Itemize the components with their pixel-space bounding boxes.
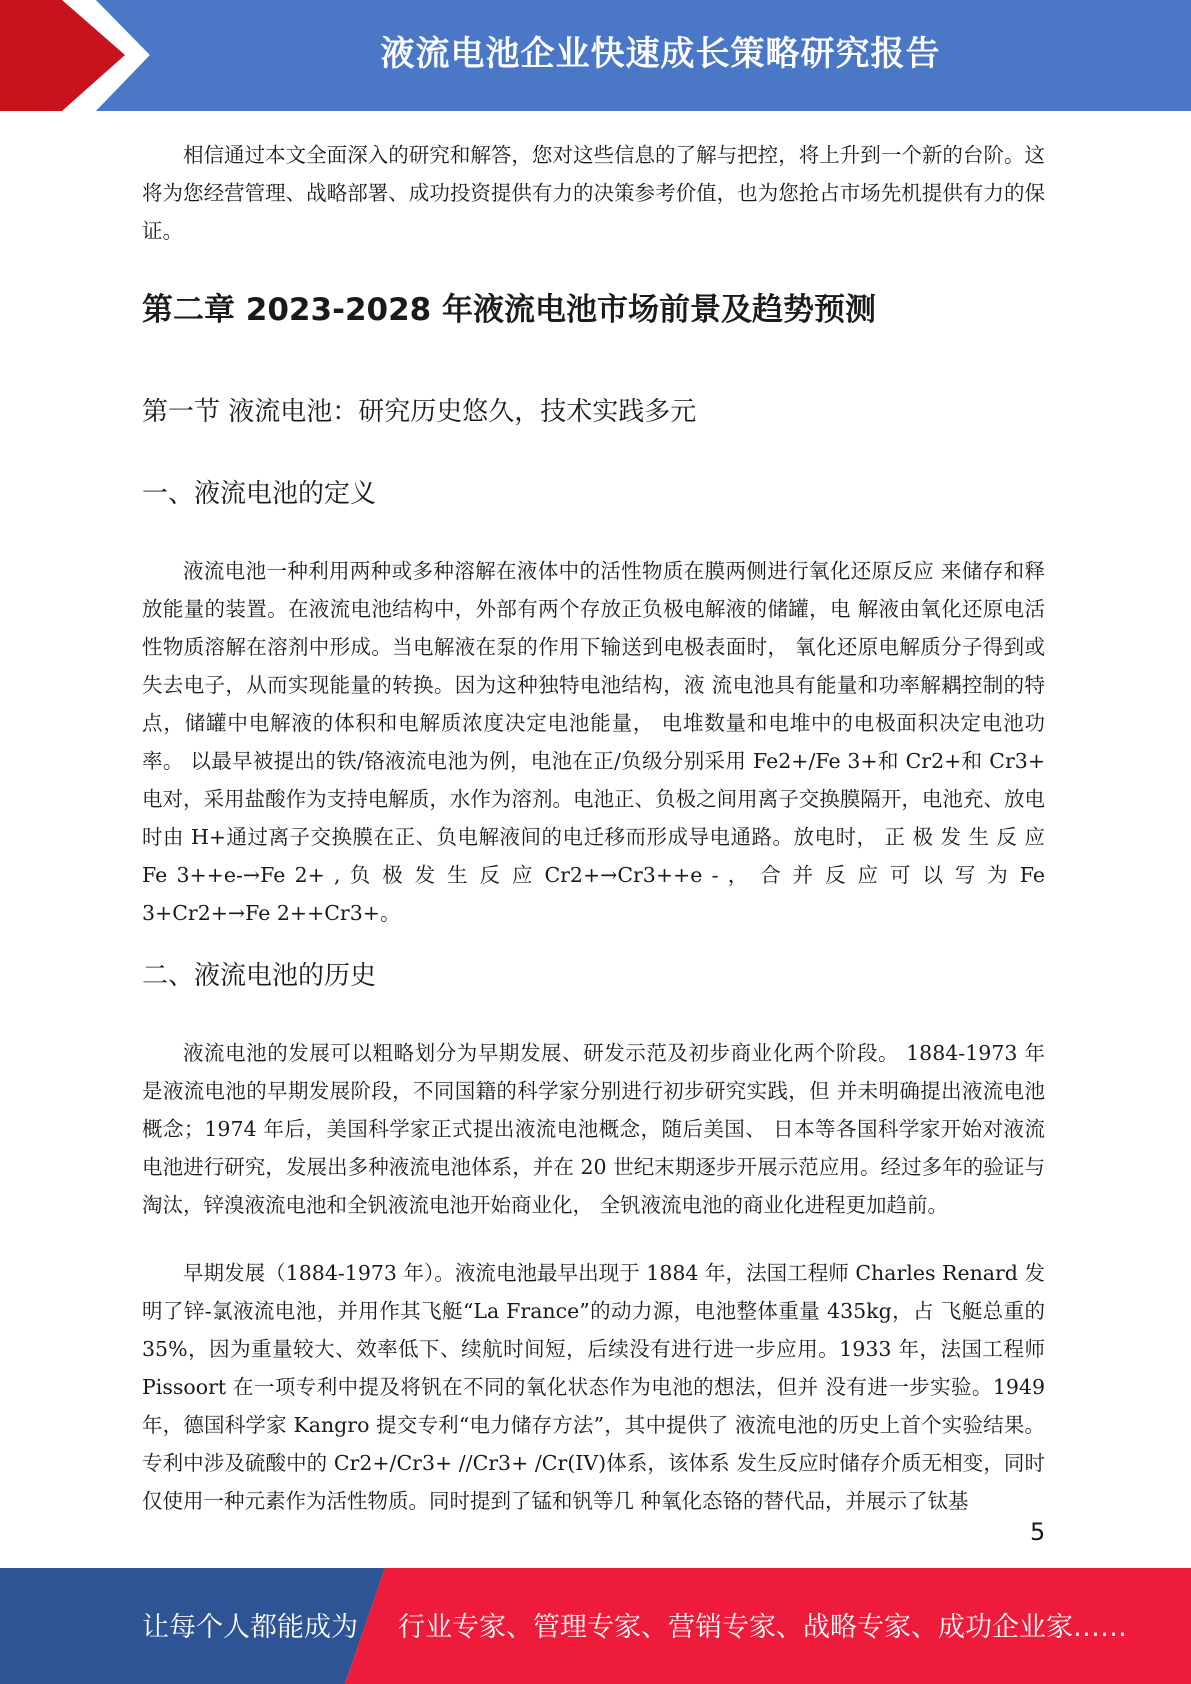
chapter-title: 第二章 2023-2028 年液流电池市场前景及趋势预测	[142, 292, 877, 328]
footer-slogan-left: 让每个人都能成为	[142, 1612, 358, 1643]
page-header	[0, 0, 1191, 111]
subsection-title-definition: 一、液流电池的定义	[142, 479, 377, 509]
history-paragraph-2: 早期发展（1884-1973 年）。液流电池最早出现于 1884 年，法国工程师 Charles Renard 发明了锌-氯液流电池，并用作其飞艇“La France”的动力源，电池整体重量 435kg，占 飞艇总重的 35%，因为重量较大、效率低下、续航时间短，后续没有进行进一步应用。1933 年，法国工程师 Pissoort 在一项专利中提及将钒在不同的氧化状态作为电池的想法，但并 没有进一步实验。1949 年，德国科学家 Kangro 提交专利“电力储存方法”，其中提供了 液流电池的历史上首个实验结果。专利中涉及硫酸中的 Cr2+/Cr3+ //Cr3+ /Cr(IV)体系，该体系 发生反应时储存介质无相变，同时仅使用一种元素作为活性物质。同时提到了锰和钒等几 种氧化态铬的替代品，并展示了钛基	[142, 1261, 1045, 1513]
section-title: 第一节 液流电池：研究历史悠久，技术实践多元	[142, 397, 697, 427]
page-number: 5	[1030, 1518, 1046, 1546]
definition-paragraph: 液流电池一种利用两种或多种溶解在液体中的活性物质在膜两侧进行氧化还原反应 来储存和释放能量的装置。在液流电池结构中，外部有两个存放正负极电解液的储罐，电 解液由氧化还原电活性物质溶解在溶剂中形成。当电解液在泵的作用下输送到电极表面时， 氧化还原电解质分子得到或失去电子，从而实现能量的转换。因为这种独特电池结构，液 流电池具有能量和功率解耦控制的特点，储罐中电解液的体积和电解质浓度决定电池能量， 电堆数量和电堆中的电极面积决定电池功率。 以最早被提出的铁/铬液流电池为例，电池在正/负级分别采用 Fe2+/Fe 3+和 Cr2+和 Cr3+ 电对，采用盐酸作为支持电解质，水作为溶剂。电池正、负极之间用离子交换膜隔开，电池充、放电时由 H+通过离子交换膜在正、负电解液间的电迁移而形成导电通路。放电时， 正 极 发 生 反 应 Fe 3++e-→Fe 2+ , 负 极 发 生 反 应 Cr2+→Cr3++e - ， 合 并 反 应 可 以 写 为 Fe 3+Cr2+→Fe 2++Cr3+。	[142, 559, 1045, 925]
history-paragraph-1: 液流电池的发展可以粗略划分为早期发展、研发示范及初步商业化两个阶段。 1884-1973 年是液流电池的早期发展阶段，不同国籍的科学家分别进行初步研究实践，但 并未明确提出液流电池概念；1974 年后，美国科学家正式提出液流电池概念，随后美国、 日本等各国科学家开始对液流电池进行研究，发展出多种液流电池体系，并在 20 世纪末期逐步开展示范应用。经过多年的验证与淘汰，锌溴液流电池和全钒液流电池开始商业化， 全钒液流电池的商业化进程更加趋前。	[142, 1041, 1045, 1217]
footer-slogan-right: 行业专家、管理专家、营销专家、战略专家、成功企业家……	[398, 1612, 1127, 1643]
history-block-2	[142, 1254, 1045, 1520]
report-title: 液流电池企业快速成长策略研究报告	[380, 34, 941, 74]
history-block-1	[142, 1034, 1045, 1224]
definition-block	[142, 552, 1045, 932]
intro-block	[142, 136, 1045, 250]
subsection-title-history: 二、液流电池的历史	[142, 961, 377, 991]
page-footer	[0, 1568, 1191, 1684]
intro-paragraph: 相信通过本文全面深入的研究和解答，您对这些信息的了解与把控，将上升到一个新的台阶。这将为您经营管理、战略部署、成功投资提供有力的决策参考价值，也为您抢占市场先机提供有力的保证。	[142, 143, 1045, 243]
